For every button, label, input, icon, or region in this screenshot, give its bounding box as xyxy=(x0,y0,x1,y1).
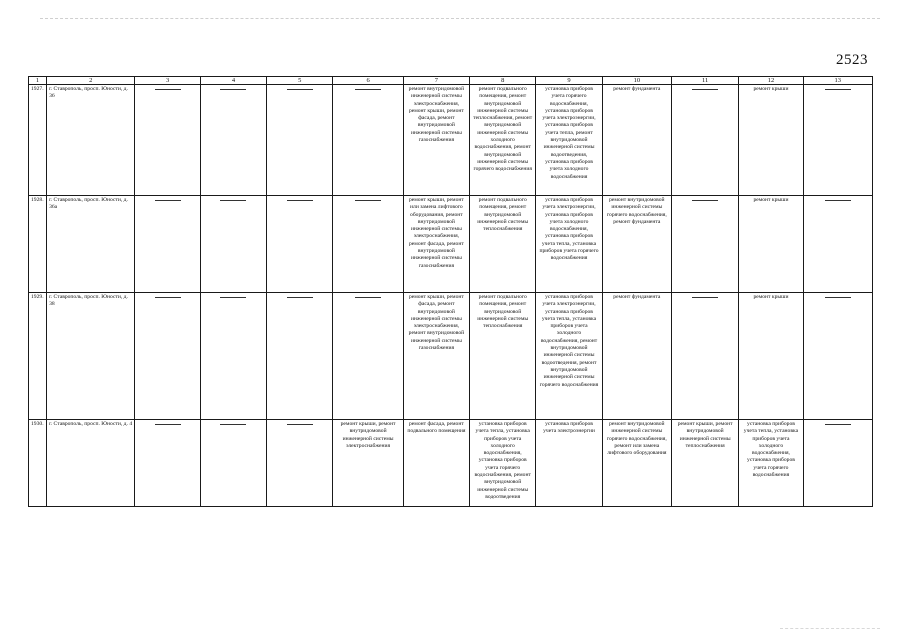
dash-mark xyxy=(155,89,181,90)
work-cell: ремонт крыши xyxy=(739,293,803,420)
work-cell: установка приборов учета горячего водоснабжения, установка приборов учета электроэнергии, установка приборов учета тепла, ремонт внутридомовой инженерной системы водоотведения, установка приборов учета холодного водоснабжения xyxy=(536,85,602,196)
dash-mark xyxy=(155,200,181,201)
dash-mark xyxy=(692,200,718,201)
row-number: 1927. xyxy=(29,85,47,196)
page-number: 2523 xyxy=(836,52,868,68)
work-cell: ремонт подвального помещения, ремонт внутридомовой инженерной системы теплоснабжения xyxy=(470,196,536,293)
column-header: 13 xyxy=(803,77,872,85)
work-cell: ремонт фундамента xyxy=(602,293,671,420)
dash-mark xyxy=(287,200,313,201)
empty-cell xyxy=(267,420,333,507)
dash-mark xyxy=(220,200,246,201)
dash-mark xyxy=(220,89,246,90)
empty-cell xyxy=(803,293,872,420)
empty-cell xyxy=(135,196,200,293)
row-number: 1929. xyxy=(29,293,47,420)
scan-edge-bottom xyxy=(780,628,880,630)
work-cell: установка приборов учета электроэнергии, установка приборов учета холодного водоснабжения, установка приборов учета тепла, установка приборов учета горячего водоснабжения xyxy=(536,196,602,293)
work-cell: установка приборов учета электроэнергии, установка приборов учета тепла, установка приборов учета холодного водоснабжения, ремонт внутридомовой инженерной системы водоотведения, ремонт внутридомовой инженерной системы горячего водоснабжения xyxy=(536,293,602,420)
dash-mark xyxy=(287,89,313,90)
column-header: 4 xyxy=(200,77,266,85)
empty-cell xyxy=(672,85,739,196)
empty-cell xyxy=(333,196,403,293)
dash-mark xyxy=(825,424,851,425)
column-header: 5 xyxy=(267,77,333,85)
dash-mark xyxy=(825,89,851,90)
work-cell: ремонт внутридомовой инженерной системы горячего водоснабжения, ремонт фундамента xyxy=(602,196,671,293)
empty-cell xyxy=(200,420,266,507)
dash-mark xyxy=(287,297,313,298)
table-row xyxy=(29,85,873,196)
empty-cell xyxy=(200,196,266,293)
dash-mark xyxy=(155,424,181,425)
empty-cell xyxy=(267,85,333,196)
work-cell: ремонт фасада, ремонт подвального помещения xyxy=(403,420,469,507)
empty-cell xyxy=(333,85,403,196)
table-row xyxy=(29,293,873,420)
dash-mark xyxy=(287,424,313,425)
repair-schedule-table xyxy=(28,76,873,507)
table-row xyxy=(29,420,873,507)
table-row xyxy=(29,196,873,293)
column-header: 6 xyxy=(333,77,403,85)
work-cell: ремонт крыши, ремонт внутридомовой инженерной системы электроснабжения xyxy=(333,420,403,507)
empty-cell xyxy=(672,293,739,420)
dash-mark xyxy=(692,89,718,90)
column-number-row xyxy=(29,77,873,85)
column-header: 1 xyxy=(29,77,47,85)
column-header: 3 xyxy=(135,77,200,85)
empty-cell xyxy=(200,85,266,196)
dash-mark xyxy=(825,200,851,201)
dash-mark xyxy=(825,297,851,298)
empty-cell xyxy=(803,196,872,293)
address-cell: г. Ставрополь, просп. Юности, д. 38 xyxy=(47,293,135,420)
empty-cell xyxy=(200,293,266,420)
column-header: 10 xyxy=(602,77,671,85)
work-cell: ремонт крыши, ремонт фасада, ремонт внутридомовой инженерной системы электроснабжения, ремонт внутридомовой инженерной системы газоснабжения xyxy=(403,293,469,420)
work-cell: установка приборов учета тепла, установка приборов учета холодного водоснабжения, установка приборов учета горячего водоснабжения, ремонт внутридомовой инженерной системы водоотведения xyxy=(470,420,536,507)
column-header: 12 xyxy=(739,77,803,85)
dash-mark xyxy=(220,424,246,425)
empty-cell xyxy=(672,196,739,293)
column-header: 9 xyxy=(536,77,602,85)
work-cell: ремонт крыши, ремонт или замена лифтового оборудования, ремонт внутридомовой инженерной системы электроснабжения, ремонт фасада, ремонт внутридомовой инженерной системы газоснабжения xyxy=(403,196,469,293)
work-cell: ремонт крыши xyxy=(739,85,803,196)
column-header: 7 xyxy=(403,77,469,85)
scan-edge-top xyxy=(40,18,880,20)
work-cell: ремонт подвального помещения, ремонт внутридомовой инженерной системы теплоснабжения, ремонт внутридомовой инженерной системы холодного водоснабжения, ремонт внутридомовой инженерной системы горячего водоснабжения xyxy=(470,85,536,196)
dash-mark xyxy=(692,297,718,298)
work-cell: установка приборов учета электроэнергии xyxy=(536,420,602,507)
work-cell: ремонт внутридомовой инженерной системы горячего водоснабжения, ремонт или замена лифтового оборудования xyxy=(602,420,671,507)
empty-cell xyxy=(803,420,872,507)
dash-mark xyxy=(355,89,381,90)
work-cell: ремонт внутридомовой инженерной системы электроснабжения, ремонт крыши, ремонт фасада, ремонт внутридомовой инженерной системы газоснабжения xyxy=(403,85,469,196)
work-cell: установка приборов учета тепла, установка приборов учета холодного водоснабжения, установка приборов учета горячего водоснабжения xyxy=(739,420,803,507)
work-cell: ремонт крыши, ремонт внутридомовой инженерной системы теплоснабжения xyxy=(672,420,739,507)
row-number: 1930. xyxy=(29,420,47,507)
empty-cell xyxy=(267,293,333,420)
column-header: 8 xyxy=(470,77,536,85)
work-cell: ремонт фундамента xyxy=(602,85,671,196)
dash-mark xyxy=(355,200,381,201)
address-cell: г. Ставрополь, просп. Юности, д. 4 xyxy=(47,420,135,507)
row-number: 1928. xyxy=(29,196,47,293)
dash-mark xyxy=(155,297,181,298)
work-cell: ремонт подвального помещения, ремонт внутридомовой инженерной системы теплоснабжения xyxy=(470,293,536,420)
dash-mark xyxy=(220,297,246,298)
dash-mark xyxy=(355,297,381,298)
empty-cell xyxy=(333,293,403,420)
empty-cell xyxy=(803,85,872,196)
address-cell: г. Ставрополь, просп. Юности, д. 36 xyxy=(47,85,135,196)
empty-cell xyxy=(267,196,333,293)
empty-cell xyxy=(135,85,200,196)
empty-cell xyxy=(135,420,200,507)
work-cell: ремонт крыши xyxy=(739,196,803,293)
column-header: 2 xyxy=(47,77,135,85)
column-header: 11 xyxy=(672,77,739,85)
empty-cell xyxy=(135,293,200,420)
address-cell: г. Ставрополь, просп. Юности, д. 36а xyxy=(47,196,135,293)
